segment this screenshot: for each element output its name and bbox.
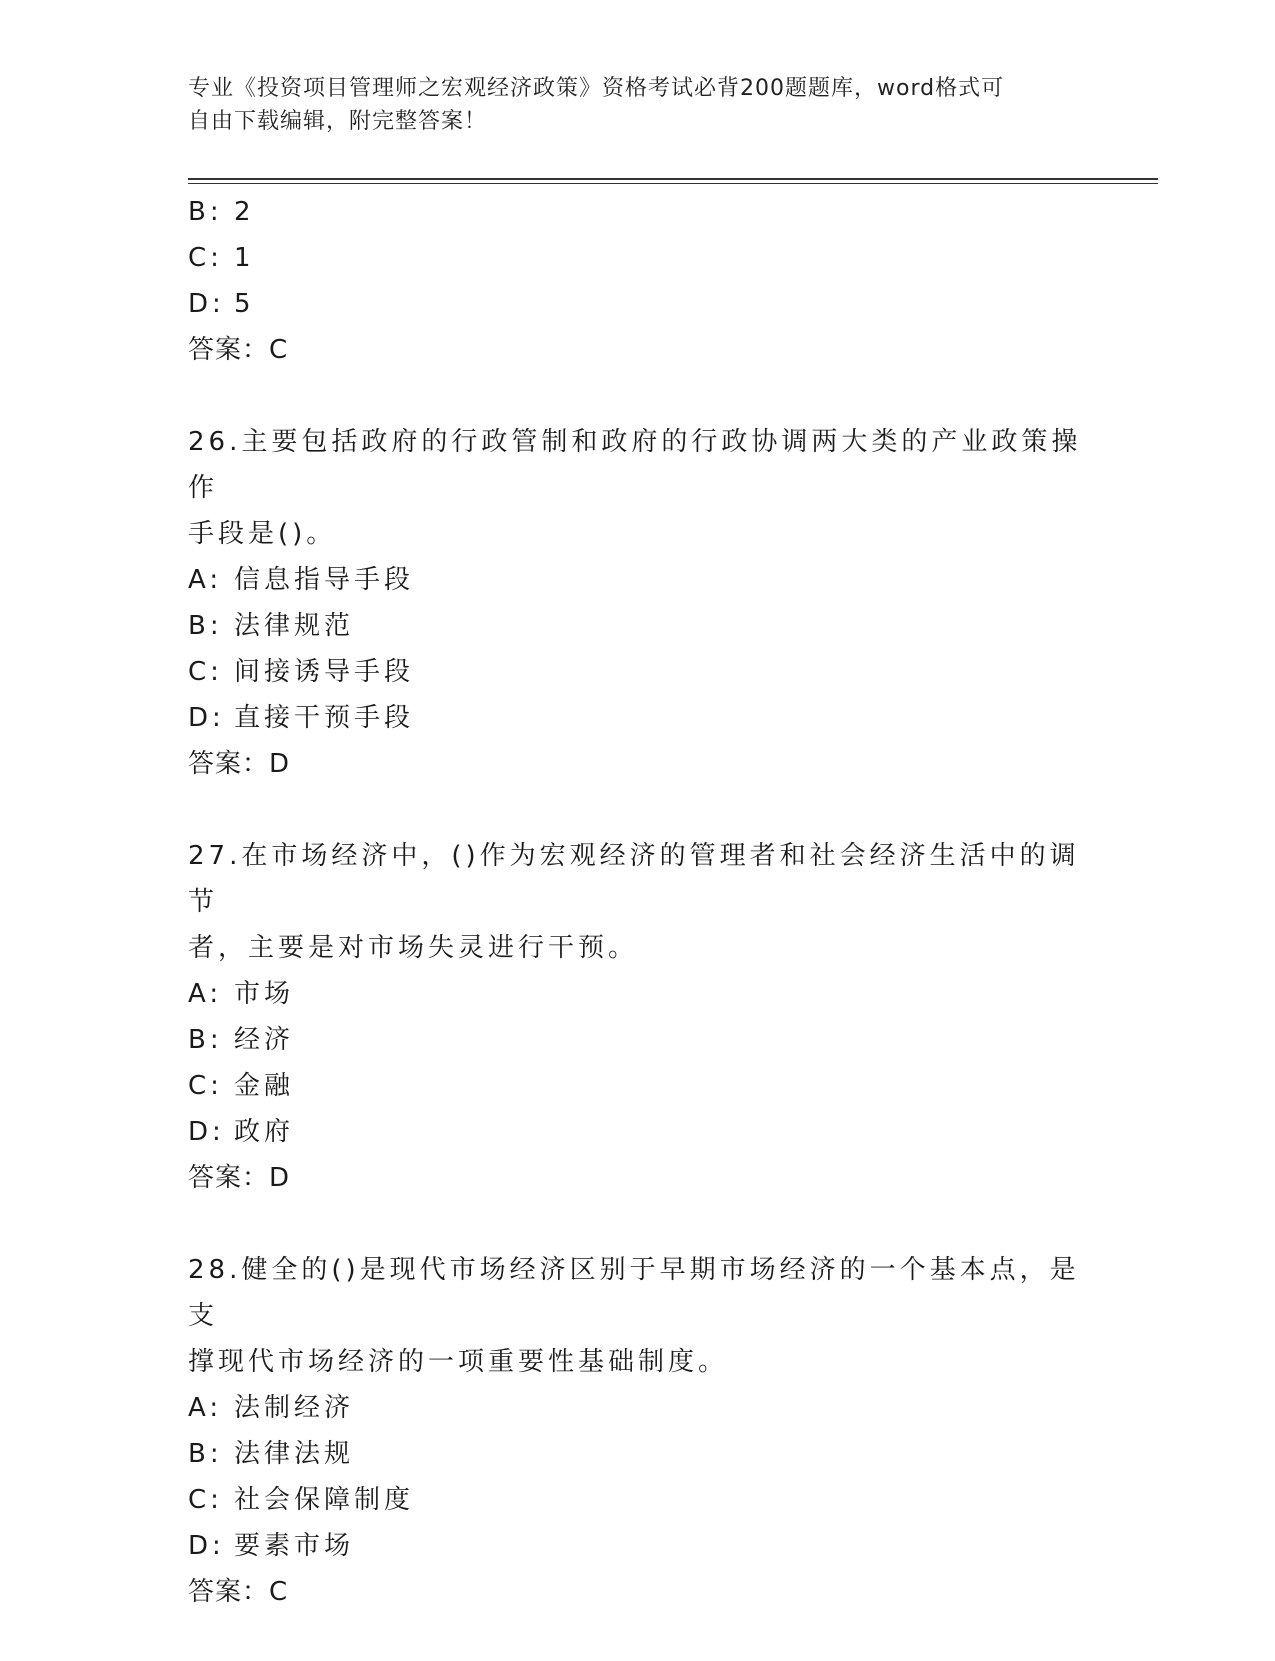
question-stem-line-2: 撑现代市场经济的一项重要性基础制度。 [188, 1347, 729, 1377]
option-text: 信息指导手段 [234, 565, 415, 595]
option-label: B: [188, 1025, 223, 1055]
option-text: 社会保障制度 [234, 1485, 415, 1515]
header-divider-thin [188, 183, 1158, 184]
option-text: 法律法规 [234, 1439, 355, 1469]
question-stem-line-1: 27.在市场经济中，()作为宏观经济的管理者和社会经济生活中的调节 [188, 841, 1080, 917]
option-d [188, 695, 1088, 741]
option-label: C: [188, 657, 223, 687]
option-label: C: [188, 1485, 223, 1515]
option-d [188, 1523, 1088, 1569]
option-label: A: [188, 565, 223, 595]
option-text: 经济 [234, 1025, 295, 1055]
option-label: C: [188, 1071, 223, 1101]
option-text: 金融 [234, 1071, 295, 1101]
option-label: A: [188, 1393, 223, 1423]
option-label: B: [188, 611, 223, 641]
answer-line: 答案：C [188, 335, 289, 365]
option-text: 政府 [234, 1117, 295, 1147]
option-label: D: [188, 1531, 225, 1561]
option-text: 市场 [234, 979, 295, 1009]
question-stem-line-1: 28.健全的()是现代市场经济区别于早期市场经济的一个基本点，是支 [188, 1255, 1080, 1331]
option-b [188, 1017, 1088, 1063]
option-text: 1 [234, 243, 255, 273]
option-c [188, 649, 1088, 695]
option-label: D: [188, 289, 225, 319]
answer-line: 答案：C [188, 1577, 289, 1607]
option-text: 直接干预手段 [234, 703, 415, 733]
option-b [188, 603, 1088, 649]
document-header [188, 72, 1068, 138]
option-d [188, 281, 1088, 327]
question-stem-line-2: 手段是()。 [188, 519, 337, 549]
question-26 [188, 419, 1088, 787]
option-label: B: [188, 1439, 223, 1469]
option-text: 法制经济 [234, 1393, 355, 1423]
question-28 [188, 1247, 1088, 1615]
option-label: D: [188, 1117, 225, 1147]
option-d [188, 1109, 1088, 1155]
option-c [188, 1477, 1088, 1523]
option-text: 2 [234, 197, 255, 227]
option-label: B: [188, 197, 223, 227]
header-divider-thick [188, 178, 1158, 180]
option-b [188, 189, 1088, 235]
question-stem-line-1: 26.主要包括政府的行政管制和政府的行政协调两大类的产业政策操作 [188, 427, 1082, 503]
option-c [188, 235, 1088, 281]
header-line-2: 自由下载编辑，附完整答案！ [188, 109, 488, 134]
option-text: 法律规范 [234, 611, 355, 641]
question-stem-line-2: 者，主要是对市场失灵进行干预。 [188, 933, 639, 963]
question-27 [188, 833, 1088, 1201]
option-a [188, 1385, 1088, 1431]
option-b [188, 1431, 1088, 1477]
option-text: 5 [234, 289, 255, 319]
option-a [188, 557, 1088, 603]
question-25-continuation [188, 189, 1088, 373]
option-text: 要素市场 [234, 1531, 355, 1561]
answer-line: 答案：D [188, 1163, 291, 1193]
option-c [188, 1063, 1088, 1109]
option-label: D: [188, 703, 225, 733]
question-list [188, 189, 1088, 1661]
header-line-1: 专业《投资项目管理师之宏观经济政策》资格考试必背200题题库，word格式可 [188, 76, 1005, 101]
answer-line: 答案：D [188, 749, 291, 779]
option-text: 间接诱导手段 [234, 657, 415, 687]
option-a [188, 971, 1088, 1017]
option-label: C: [188, 243, 223, 273]
option-label: A: [188, 979, 223, 1009]
